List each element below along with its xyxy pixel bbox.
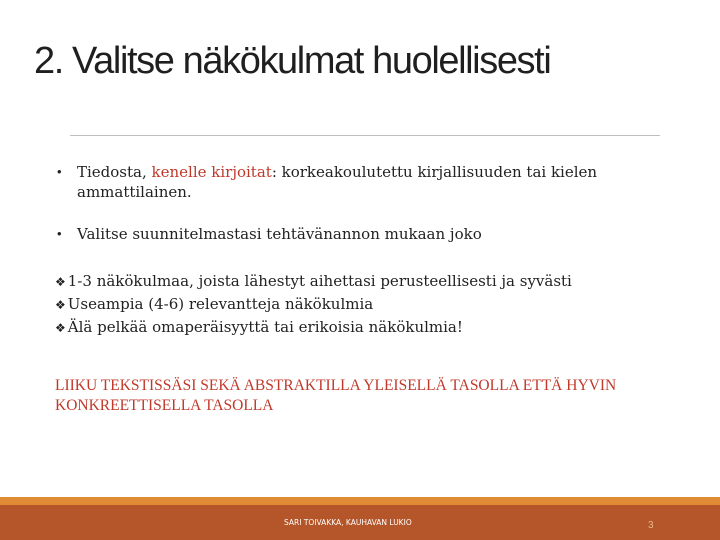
footer-author: SARI TOIVAKKA, KAUHAVAN LUKIO [284,518,412,527]
perspective-item [55,316,572,339]
bullet-item-choose [55,224,665,244]
page-number: 3 [648,520,654,531]
title-divider [70,135,660,136]
emphasis-text: LIIKU TEKSTISSÄSI SEKÄ ABSTRAKTILLA YLEISELLÄ TASOLLA ETTÄ HYVIN KONKREETTISELLA TASOLLA [55,377,617,414]
slide-title: 2. Valitse näkökulmat huolellisesti [34,40,551,82]
bullet-item-audience [55,162,665,202]
bullet-text: Valitse suunnitelmastasi tehtävänannon mukaan joko [77,225,482,243]
bullet-text-after: : korkeakoulutettu kirjallisuuden tai kielen ammattilainen. [77,163,598,201]
audience-highlight: kenelle kirjoitat [151,163,272,181]
perspective-item [55,293,572,316]
bullet-marker: • [57,164,62,179]
footer-accent-strip [0,497,720,505]
bullet-marker: • [57,226,62,241]
perspective-text: 1-3 näkökulmaa, joista lähestyt aihettasi perusteellisesti ja syvästi [67,272,572,290]
diamond-bullet-icon: ❖ [55,298,66,312]
diamond-bullet-icon: ❖ [55,321,66,335]
perspective-text: Älä pelkää omaperäisyyttä tai erikoisia näkökulmia! [67,318,463,336]
diamond-bullet-icon: ❖ [55,275,66,289]
bullet-text-before: Tiedosta, [77,163,152,181]
bullet-list [55,162,665,266]
perspective-text: Useampia (4-6) relevantteja näkökulmia [67,295,374,313]
perspective-item [55,270,572,293]
perspective-list [55,270,572,339]
